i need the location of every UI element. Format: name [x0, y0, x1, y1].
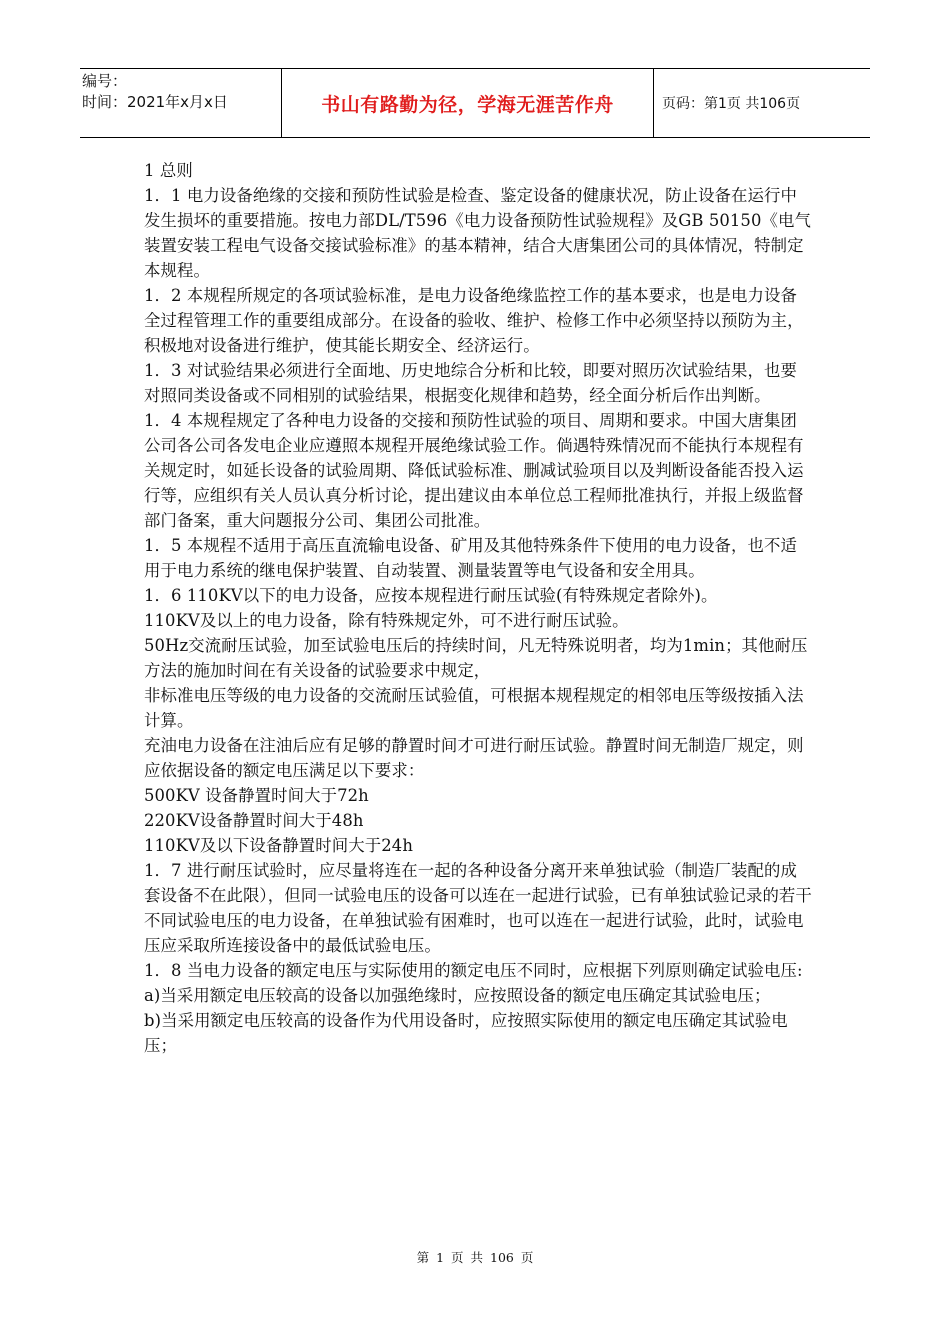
- paragraph-1-7: 1．7 进行耐压试验时，应尽量将连在一起的各种设备分离开来单独试验（制造厂装配的成套设备不在此限），但同一试验电压的设备可以连在一起进行试验，已有单独试验记录的若干不同试验电压的电力设备，在单独试验有困难时，也可以连在一起进行试验，此时，试验电压应采取所连接设备中的最低试验电压。: [144, 861, 812, 955]
- paragraph-220kv: 220KV设备静置时间大于48h: [144, 811, 364, 830]
- header-page-info: 页码：第1页 共106页: [662, 96, 801, 112]
- paragraph-item-a: a)当采用额定电压较高的设备以加强绝缘时，应按照设备的额定电压确定其试验电压；: [144, 986, 771, 1005]
- paragraph-1-5: 1．5 本规程不适用于高压直流输电设备、矿用及其他特殊条件下使用的电力设备，也不适用于电力系统的继电保护装置、自动装置、测量装置等电气设备和安全用具。: [144, 536, 798, 580]
- paragraph-1-6: 1．6 110KV以下的电力设备，应按本规程进行耐压试验(有特殊规定者除外)。: [144, 586, 718, 605]
- page-footer: 第 1 页 共 106 页: [416, 1250, 534, 1265]
- paragraph-110kv: 110KV及以上的电力设备，除有特殊规定外，可不进行耐压试验。: [144, 611, 629, 630]
- paragraph-1-4: 1．4 本规程规定了各种电力设备的交接和预防性试验的项目、周期和要求。中国大唐集团公司各公司各发电企业应遵照本规程开展绝缘试验工作。倘遇特殊情况而不能执行本规程有关规定时，如延长设备的试验周期、降低试验标准、删减试验项目以及判断设备能否投入运行等，应组织有关人员认真分析讨论，提出建议由本单位总工程师批准执行，并报上级监督部门备案，重大问题报分公司、集团公司批准。: [144, 411, 804, 530]
- document-date: 时间：2021年x月x日: [82, 93, 228, 111]
- paragraph-nonstandard-voltage: 非标准电压等级的电力设备的交流耐压试验值，可根据本规程规定的相邻电压等级按插入法计算。: [144, 686, 804, 730]
- paragraph-1-1: 1．1 电力设备绝缘的交接和预防性试验是检查、鉴定设备的健康状况，防止设备在运行中发生损坏的重要措施。按电力部DL/T596《电力设备预防性试验规程》及GB 50150《电气装置安装工程电气设备交接试验标准》的基本精神，结合大唐集团公司的具体情况，特制定本规程。: [144, 186, 811, 280]
- paragraph-50hz: 50Hz交流耐压试验，加至试验电压后的持续时间，凡无特殊说明者，均为1min；其他耐压方法的施加时间在有关设备的试验要求中规定，: [144, 636, 808, 680]
- paragraph-1-2: 1．2 本规程所规定的各项试验标准，是电力设备绝缘监控工作的基本要求，也是电力设备全过程管理工作的重要组成部分。在设备的验收、维护、检修工作中必须坚持以预防为主，积极地对设备进行维护，使其能长期安全、经济运行。: [144, 286, 804, 355]
- header-meta: [80, 69, 282, 137]
- page-header: [80, 68, 870, 138]
- document-body: [144, 158, 812, 1058]
- paragraph-110kv-below: 110KV及以下设备静置时间大于24h: [144, 836, 413, 855]
- paragraph-500kv: 500KV 设备静置时间大于72h: [144, 786, 369, 805]
- section-title: 1 总则: [144, 161, 193, 180]
- paragraph-item-b: b)当采用额定电压较高的设备作为代用设备时，应按照实际使用的额定电压确定其试验电压；: [144, 1011, 788, 1055]
- paragraph-1-8: 1．8 当电力设备的额定电压与实际使用的额定电压不同时，应根据下列原则确定试验电压:: [144, 961, 803, 980]
- document-number-label: 编号：: [82, 72, 128, 90]
- header-motto: 书山有路勤为径，学海无涯苦作舟: [282, 69, 654, 137]
- paragraph-1-3: 1．3 对试验结果必须进行全面地、历史地综合分析和比较，即要对照历次试验结果，也要对照同类设备或不同相别的试验结果，根据变化规律和趋势，经全面分析后作出判断。: [144, 361, 798, 405]
- paragraph-oil-filled: 充油电力设备在注油后应有足够的静置时间才可进行耐压试验。静置时间无制造厂规定，则应依据设备的额定电压满足以下要求：: [144, 736, 804, 780]
